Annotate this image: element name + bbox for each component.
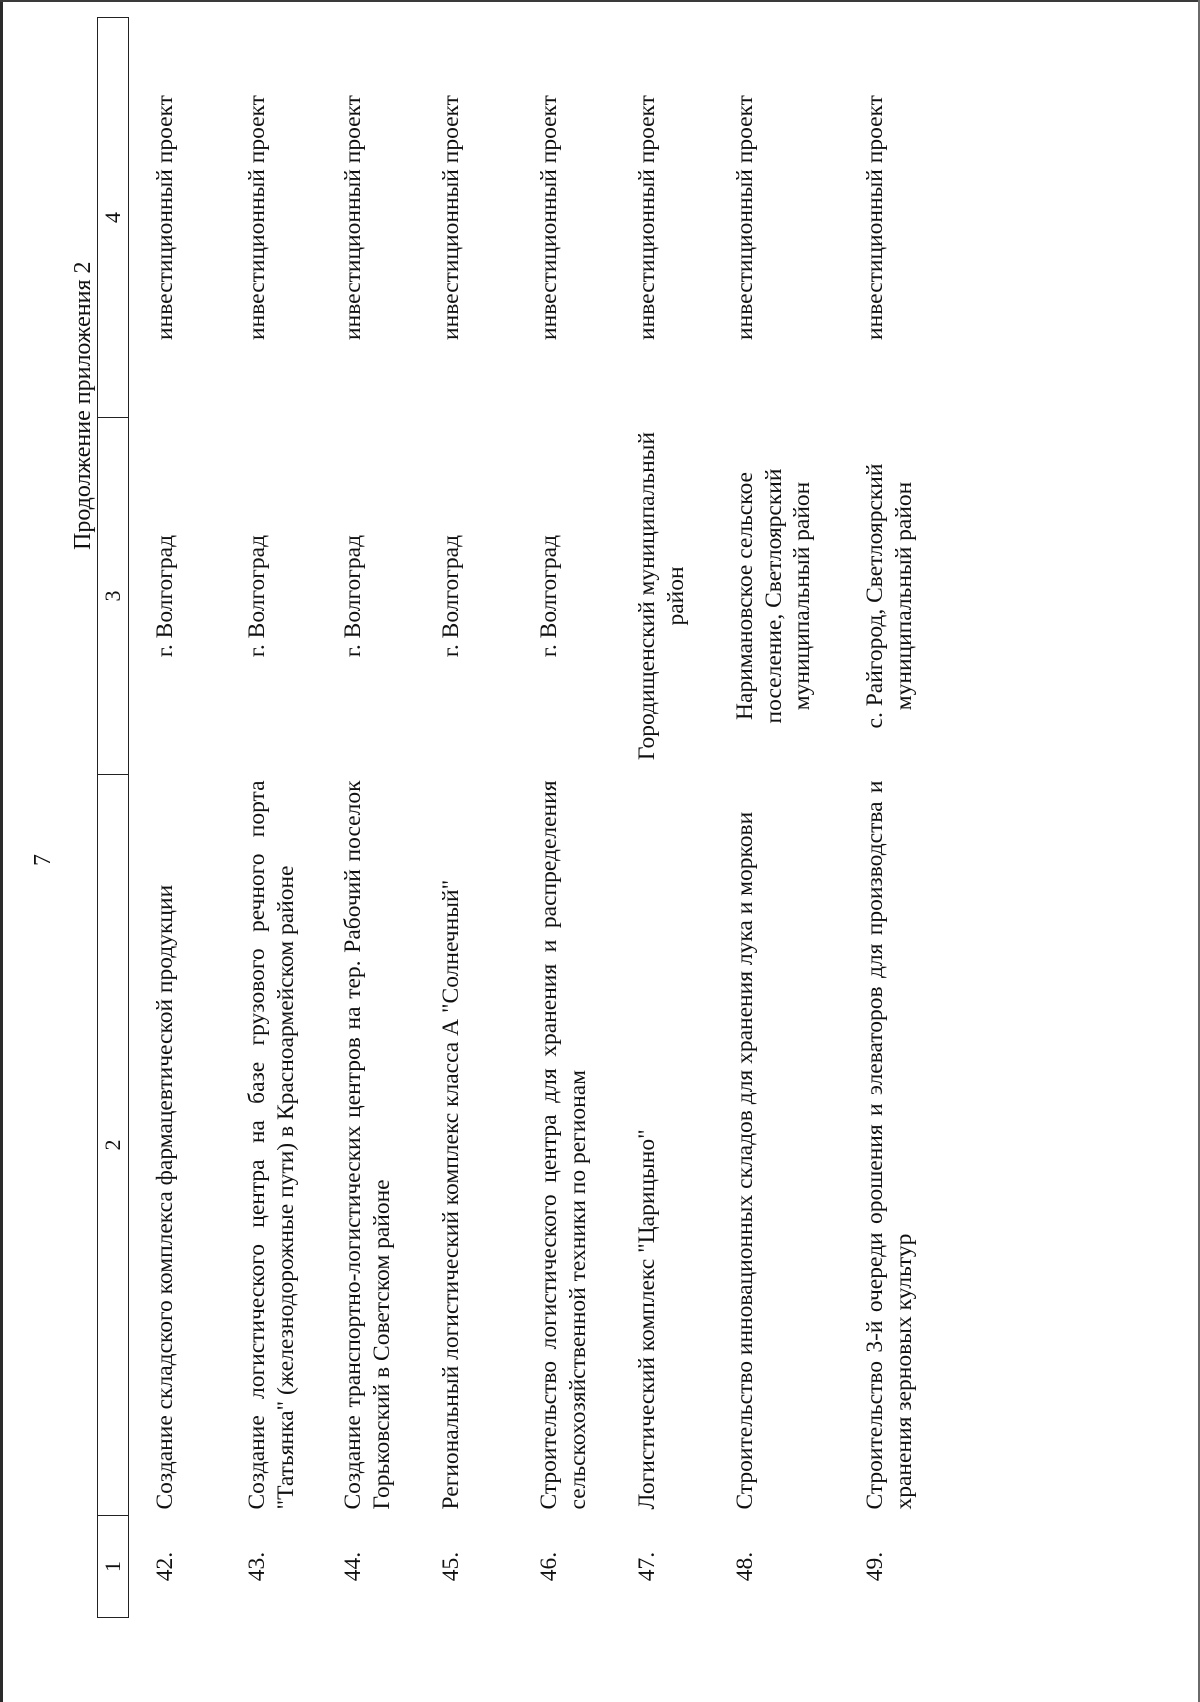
row-number: 44. bbox=[340, 1551, 366, 1582]
row-number: 42. bbox=[152, 1551, 178, 1582]
column-header-number: 1 bbox=[98, 1516, 129, 1618]
project-type: инвестиционный проект bbox=[438, 95, 464, 340]
table-row bbox=[839, 18, 961, 1618]
table-row bbox=[319, 18, 417, 1618]
continuation-label: Продолжение приложения 2 bbox=[70, 261, 96, 550]
project-name: Строительство логистического центра для хранения и распределения сельскохозяйственной техники по регионам bbox=[536, 780, 591, 1510]
projects-table bbox=[97, 17, 961, 1618]
project-type: инвестиционный проект bbox=[340, 95, 366, 340]
project-type: инвестиционный проект bbox=[862, 95, 888, 340]
table-row bbox=[613, 18, 711, 1618]
project-name: Создание логистического центра на базе грузового речного порта "Татьянка" (железнодорожные пути) в Красноармейском районе bbox=[244, 780, 299, 1510]
page-number: 7 bbox=[30, 854, 56, 866]
project-location: г. Волгоград bbox=[152, 534, 178, 658]
table-header-row bbox=[98, 18, 129, 1618]
project-type: инвестиционный проект bbox=[244, 95, 270, 340]
project-location: Городищенский муниципальный район bbox=[634, 431, 689, 761]
column-header-place: 3 bbox=[98, 418, 129, 775]
table-row bbox=[711, 18, 839, 1618]
project-type: инвестиционный проект bbox=[536, 95, 562, 340]
project-location: г. Волгоград bbox=[244, 534, 270, 658]
project-name: Создание транспортно-логистических центров на тер. Рабочий поселок Горьковский в Советском районе bbox=[340, 780, 395, 1510]
project-name: Создание складского комплекса фармацевтической продукции bbox=[152, 884, 178, 1510]
project-name: Логистический комплекс "Царицыно" bbox=[634, 1129, 660, 1510]
project-type: инвестиционный проект bbox=[732, 95, 758, 340]
project-type: инвестиционный проект bbox=[152, 95, 178, 340]
column-header-name: 2 bbox=[98, 775, 129, 1516]
project-location: г. Волгоград bbox=[536, 534, 562, 658]
row-number: 48. bbox=[732, 1551, 758, 1582]
table-row bbox=[129, 18, 224, 1618]
project-name: Строительство 3-й очереди орошения и элеваторов для производства и хранения зерновых культур bbox=[862, 780, 917, 1510]
row-number: 46. bbox=[536, 1551, 562, 1582]
table-row bbox=[515, 18, 613, 1618]
project-location: г. Волгоград bbox=[438, 534, 464, 658]
project-location: г. Волгоград bbox=[340, 534, 366, 658]
project-location: с. Райгород, Светлоярский муниципальный район bbox=[862, 463, 917, 729]
project-location: Наримановское сельское поселение, Светлоярский муниципальный район bbox=[732, 468, 816, 724]
project-type: инвестиционный проект bbox=[634, 95, 660, 340]
row-number: 49. bbox=[862, 1551, 888, 1582]
table-row bbox=[417, 18, 515, 1618]
project-name: Строительство инновационных складов для хранения лука и моркови bbox=[732, 811, 758, 1510]
row-number: 45. bbox=[438, 1551, 464, 1582]
table-row bbox=[223, 18, 319, 1618]
row-number: 47. bbox=[634, 1551, 660, 1582]
column-header-type: 4 bbox=[98, 18, 129, 418]
row-number: 43. bbox=[244, 1551, 270, 1582]
project-name: Региональный логистический комплекс класса А "Солнечный" bbox=[438, 879, 464, 1510]
